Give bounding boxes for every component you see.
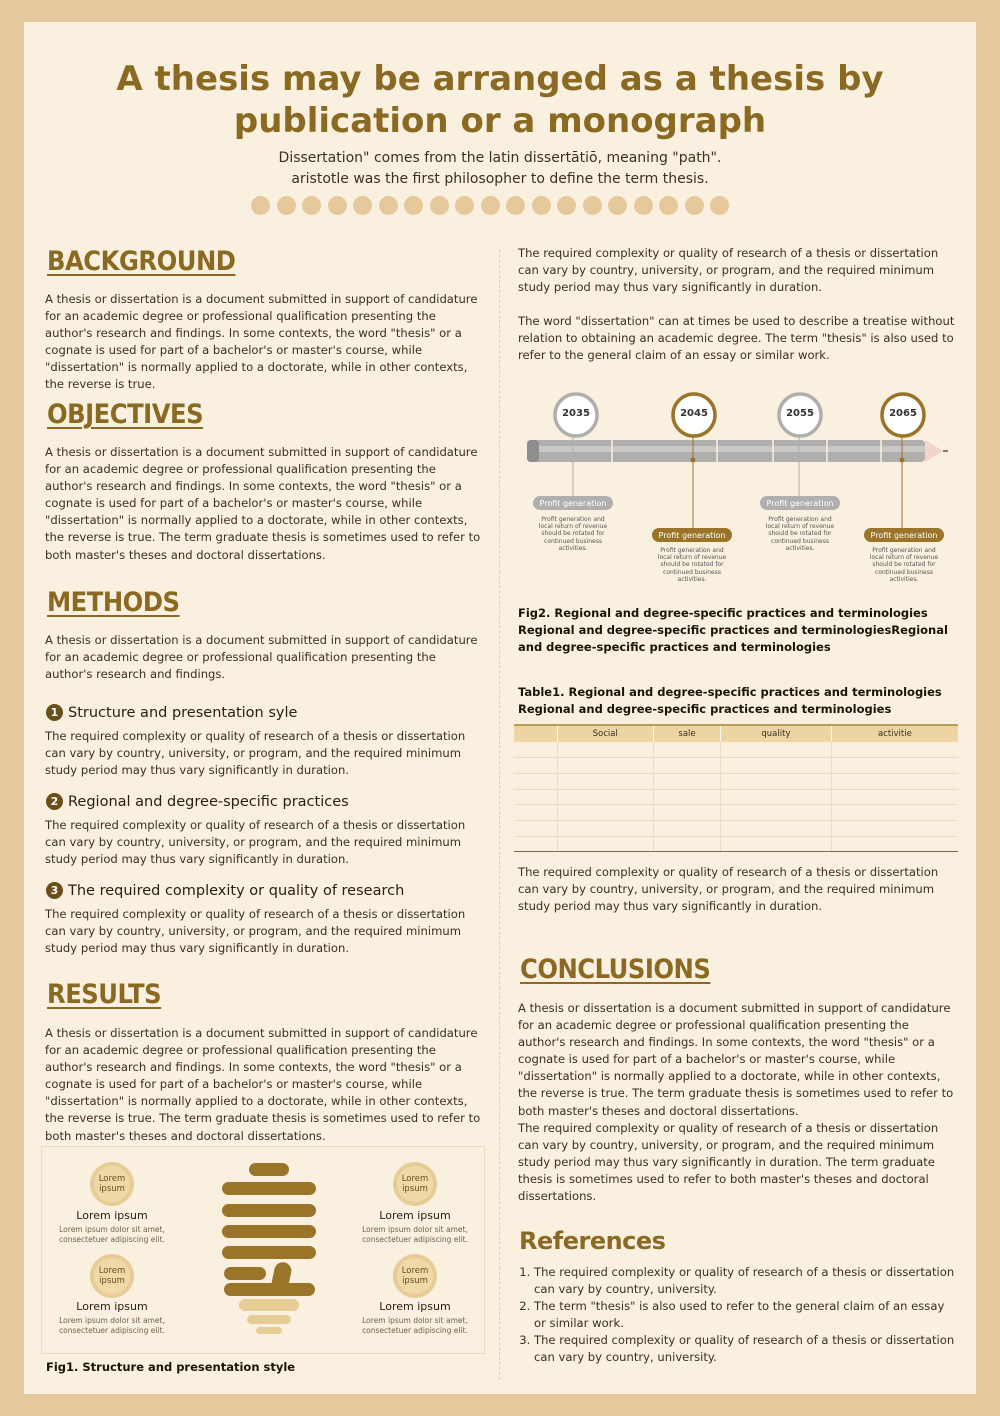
table-row [514,789,958,805]
table-cell [514,758,557,774]
table-cell [831,789,958,805]
table-cell [721,836,832,852]
table-cell [514,742,557,758]
methods-heading: METHODS [47,587,180,618]
after-table-text: The required complexity or quality of research of a thesis or dissertation can vary by country, university, or program, and the required minimum study period may thus vary significantly in duration. [518,865,939,914]
method-item-title: Structure and presentation syle [68,704,298,721]
figure-1-caption: Fig1. Structure and presentation style [46,1360,296,1374]
table-cell [653,758,720,774]
dot [404,196,423,215]
table-cell [557,742,653,758]
table-cell [557,773,653,789]
timeline-dot [571,458,576,463]
table-cell [653,805,720,821]
table-cell [721,742,832,758]
dot [430,196,449,215]
method-item-3-text: The required complexity or quality of research of a thesis or dissertation can vary by country, university, or program, and the required minimum study period may thus vary significantly in duration. [45,907,466,956]
intro-paragraph-2: The word "dissertation" can at times be used to describe a treatise without relation to obtaining an academic degree. The term "thesis" is also used to refer to the general claim of an essay or similar work. [518,314,955,363]
references-heading: References [519,1227,666,1255]
table-cell [721,773,832,789]
table-row [514,820,958,836]
table-cell [721,789,832,805]
dot [251,196,270,215]
number-badge: 2 [46,793,63,810]
objectives-text: A thesis or dissertation is a document submitted in support of candidature for an academic degree or professional qualification presenting the author's research and findings. In some contexts, the word "thesis" or a cognate is used for part of a bachelor's or master's course, while "dissertation" is normally applied to a doctorate, while in other contexts, the reverse is true. The term graduate thesis is sometimes used to refer to both master's theses and doctoral dissertations. [45,445,481,562]
table-row [514,805,958,821]
reference-item: 1. The required complexity or quality of research of a thesis or dissertation can vary by country, university. [534,1264,958,1298]
bulb-bar [224,1267,266,1280]
method-item-1-text: The required complexity or quality of research of a thesis or dissertation can vary by country, university, or program, and the required minimum study period may thus vary significantly in duration. [45,729,466,778]
dot [634,196,653,215]
table-cell [557,820,653,836]
table-row [514,773,958,789]
method-item-3-title [46,882,404,899]
table-1-caption: Table1. Regional and degree-specific practices and terminologies Regional and degree-specific practices and terminologies [518,685,942,716]
fig1-item-label: Lorem ipsum [379,1209,451,1222]
fig1-item-label: Lorem ipsum [379,1300,451,1313]
method-item-1-title [46,704,297,721]
table-header-cell: Social [557,725,653,742]
dot [379,196,398,215]
pencil-stripe [527,446,925,452]
fig2-caption-line-1: Fig2. Regional and degree-specific practices and terminologies [518,606,928,620]
bulb-bar [222,1246,316,1259]
profit-label: Profit generation [539,499,607,508]
year-label: 2035 [562,408,590,419]
table-cell [831,742,958,758]
poster-subtitle [0,148,1000,190]
conclusions-paragraph-1: A thesis or dissertation is a document submitted in support of candidature for an academic degree or professional qualification presenting the author's research and findings. In some contexts, the word "thesis" or a cognate is used for part of a bachelor's or master's course, while "dissertation" is normally applied to a doctorate, while in other contexts, the reverse is true. The term graduate thesis is sometimes used to refer to both master's theses and doctoral dissertations. [518,1001,954,1118]
profit-desc: Profit generation and local return of revenue should be rotated for continued business activities. [657,547,727,583]
background-heading: BACKGROUND [47,246,236,277]
dot [506,196,525,215]
year-label: 2065 [889,408,917,419]
bulb-bar [222,1225,316,1238]
subtitle-line-2: aristotle was the first philosopher to define the term thesis. [291,171,709,187]
method-item-title: Regional and degree-specific practices [68,793,349,810]
table-header-cell: sale [653,725,720,742]
data-table [514,724,958,852]
lightbulb-illustration [215,1158,325,1340]
lorem-circle: Lorem ipsum [90,1254,134,1298]
objectives-heading: OBJECTIVES [47,399,204,430]
pencil-cap [527,440,539,462]
dot [608,196,627,215]
bulb-base [256,1327,282,1334]
dot [277,196,296,215]
dot [455,196,474,215]
dot [328,196,347,215]
table-cell [831,773,958,789]
fig1-item-desc: Lorem ipsum dolor sit amet, consectetuer adipiscing elit. [59,1316,165,1335]
bulb-bar [249,1163,289,1176]
dot [583,196,602,215]
profit-label: Profit generation [658,531,726,540]
profit-label: Profit generation [766,499,834,508]
table-cell [514,773,557,789]
table-cell [653,789,720,805]
reference-item: 3. The required complexity or quality of research of a thesis or dissertation can vary by country, university. [534,1332,958,1366]
table-header-cell: activitie [831,725,958,742]
references-list [518,1264,958,1367]
table-cell [653,836,720,852]
subtitle-line-1: Dissertation" comes from the latin dissertātiō, meaning "path". [278,150,722,166]
fig1-item-desc: Lorem ipsum dolor sit amet, consectetuer adipiscing elit. [59,1225,165,1244]
table-row [514,742,958,758]
conclusions-text [518,1000,958,1205]
results-heading: RESULTS [47,979,162,1010]
profit-label: Profit generation [870,531,938,540]
title-line-1: A thesis may be arranged as a thesis by [116,59,884,99]
fig1-item-desc: Lorem ipsum dolor sit amet, consectetuer adipiscing elit. [362,1316,468,1335]
table-cell [831,836,958,852]
year-label: 2055 [786,408,814,419]
table-cell [514,836,557,852]
table-cell [557,836,653,852]
table-cell [514,789,557,805]
results-text: A thesis or dissertation is a document submitted in support of candidature for an academic degree or professional qualification presenting the author's research and findings. In some contexts, the word "thesis" or a cognate is used for part of a bachelor's or master's course, while "dissertation" is normally applied to a doctorate, while in other contexts, the reverse is true. The term graduate thesis is sometimes used to refer to both master's theses and doctoral dissertations. [45,1026,481,1143]
table-cell [653,820,720,836]
table-cell [653,742,720,758]
dot [481,196,500,215]
bulb-bar [222,1182,316,1195]
table-row [514,836,958,852]
dot [659,196,678,215]
dot [710,196,729,215]
lorem-circle: Lorem ipsum [393,1254,437,1298]
number-badge: 3 [46,882,63,899]
fig2-caption-line-2: Regional and degree-specific practices and terminologiesRegional and degree-specific practices and terminologies [518,623,948,654]
table-cell [721,805,832,821]
timeline-dot [691,458,696,463]
profit-desc: Profit generation and local return of revenue should be rotated for continued business activities. [765,516,835,552]
lorem-circle: Lorem ipsum [393,1162,437,1206]
bulb-bar [224,1283,315,1296]
table-cell [831,758,958,774]
bulb-base [247,1315,291,1324]
pencil-tip [925,440,943,462]
lorem-circle: Lorem ipsum [90,1162,134,1206]
column-divider [499,250,500,1380]
profit-desc: Profit generation and local return of revenue should be rotated for continued business activities. [538,516,608,552]
timeline-dot [797,458,802,463]
table-header-row [514,725,958,742]
title-line-2: publication or a monograph [233,101,767,141]
method-item-2-text: The required complexity or quality of research of a thesis or dissertation can vary by country, university, or program, and the required minimum study period may thus vary significantly in duration. [45,818,466,867]
table-cell [557,789,653,805]
table-cell [557,805,653,821]
conclusions-paragraph-2: The required complexity or quality of research of a thesis or dissertation can vary by country, university, or program, and the required minimum study period may thus vary significantly in duration. The term graduate thesis is sometimes used to refer to both master's theses and doctoral dissertations. [518,1120,939,1204]
number-badge: 1 [46,704,63,721]
table-row [514,758,958,774]
table-cell [831,820,958,836]
fig1-item-label: Lorem ipsum [76,1209,148,1222]
dot [685,196,704,215]
dot [353,196,372,215]
background-text: A thesis or dissertation is a document submitted in support of candidature for an academic degree or professional qualification presenting the author's research and findings. In some contexts, the word "thesis" or a cognate is used for part of a bachelor's or master's course, while "dissertation" is normally applied to a doctorate, while in other contexts, the reverse is true. [45,292,478,392]
timeline-dot [900,458,905,463]
profit-desc: Profit generation and local return of revenue should be rotated for continued business activities. [869,547,939,583]
dot [532,196,551,215]
year-label: 2045 [680,408,708,419]
reference-item: 2. The term "thesis" is also used to refer to the general claim of an essay or similar work. [534,1298,958,1332]
table-cell [557,758,653,774]
table-cell [514,820,557,836]
dot [557,196,576,215]
table-cell [514,805,557,821]
decorative-dots [251,196,729,215]
fig1-item-desc: Lorem ipsum dolor sit amet, consectetuer adipiscing elit. [362,1225,468,1244]
bulb-bar [222,1204,316,1217]
figure-2-caption [518,605,958,656]
table-cell [721,758,832,774]
dot [302,196,321,215]
method-item-title: The required complexity or quality of research [68,882,405,899]
table-cell [721,820,832,836]
conclusions-heading: CONCLUSIONS [520,954,711,985]
table-header-cell [514,725,557,742]
fig1-item-label: Lorem ipsum [76,1300,148,1313]
methods-text: A thesis or dissertation is a document submitted in support of candidature for an academic degree or professional qualification presenting the author's research and findings. [45,633,478,682]
bulb-base [239,1299,299,1311]
intro-paragraph-1: The required complexity or quality of research of a thesis or dissertation can vary by country, university, or program, and the required minimum study period may thus vary significantly in duration. [518,246,939,295]
table-cell [653,773,720,789]
method-item-2-title [46,793,349,810]
table-cell [831,805,958,821]
table-header-cell: quality [721,725,832,742]
poster-title [0,58,1000,142]
